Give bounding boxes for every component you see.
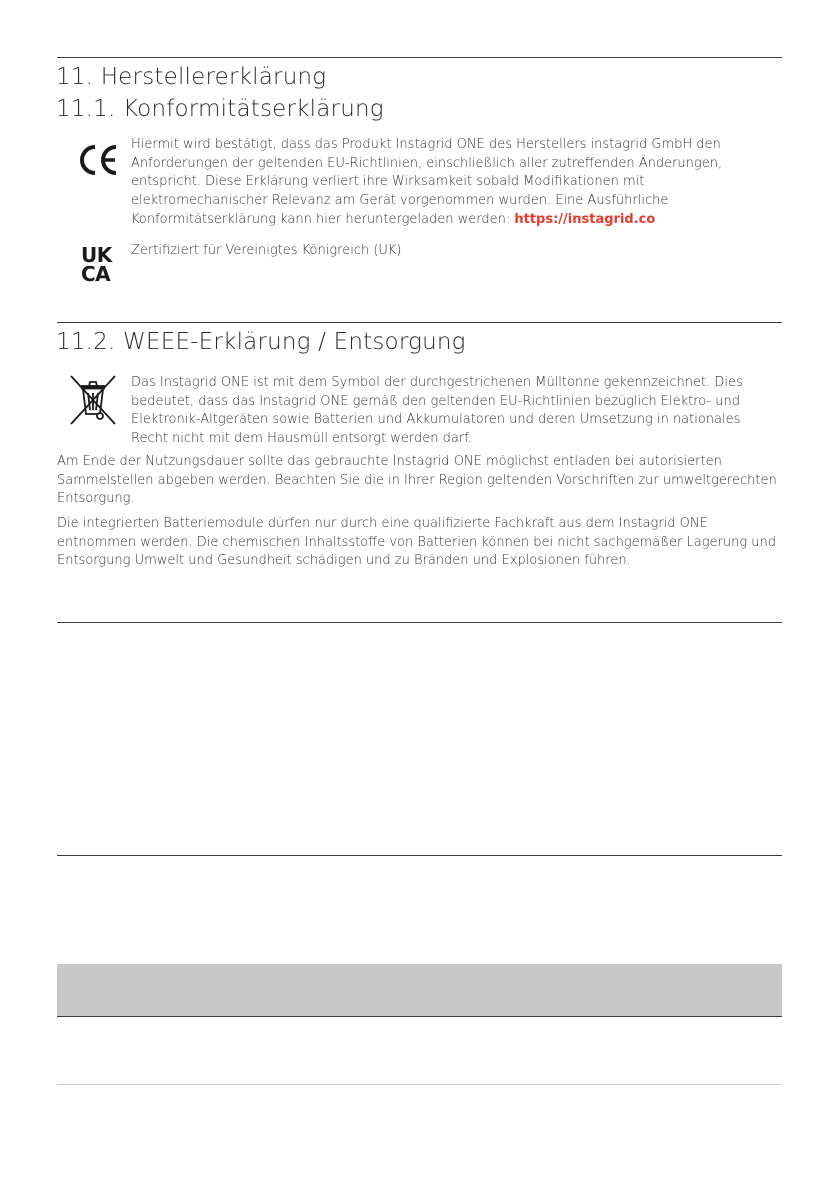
weee-symbol-text: Das Instagrid ONE ist mit dem Symbol der durchgestrichenen Mülltonne gekennzeichnet. Dies bedeutet, dass das Instagrid ONE gemäß den geltenden EU-Richtlinien bezüglich Elektro- und Elektronik-Altgeräten sowie Batterien und Akkumulatoren und deren Umsetzung in nationales Recht nicht mit dem Hausmüll entsorgt werden darf. [131,375,743,447]
ukca-line-1: UK [81,243,112,267]
ukca-line-2: CA [81,262,111,286]
divider-4 [57,855,782,856]
section-title: 11. Herstellererklärung [56,64,327,90]
ukca-text: Zertifiziert für Vereinigtes Königreich (UK) [131,243,402,258]
download-link[interactable]: https://instagrid.co [514,211,656,227]
divider-6 [57,1016,782,1017]
top-divider [57,57,782,58]
gray-band [57,964,782,1016]
ce-declaration-text [131,136,761,230]
section-divider [57,322,782,323]
ukca-mark-icon [81,243,123,288]
divider-7 [57,1084,782,1085]
ce-declaration-body: Hiermit wird bestätigt, dass das Produkt Instagrid ONE des Herstellers instagrid GmbH den Anforderungen der geltenden EU-Richtlinien, einschließlich aller zutreffenden Änderungen, entspricht. Diese Erklärung verliert ihre Wirksamkeit sobald Modifikationen mit elektromechanischer Relevanz am Gerät vorgenommen wurden. Eine Ausführliche Konformitätserklärung kann hier heruntergeladen werden: [131,137,723,227]
crossed-out-bin-icon [69,374,117,426]
section-subtitle: 11.1. Konformitätserklärung [56,96,384,122]
battery-paragraph: Die integrierten Batteriemodule dürfen nur durch eine qualifizierte Fachkraft aus dem Instagrid ONE entnommen werden. Die chemischen Inhaltsstoffe von Batterien können bei nicht sachgemäßer Lagerung und Entsorgung Umwelt und Gesundheit schädigen und zu Bränden und Explosionen führen. [57,516,776,569]
weee-section-title: 11.2. WEEE-Erklärung / Entsorgung [56,329,466,355]
divider-3 [57,622,782,623]
disposal-paragraph: Am Ende der Nutzungsdauer sollte das gebrauchte Instagrid ONE möglichst entladen bei autorisierten Sammelstellen abgeben werden. Beachten Sie die in Ihrer Region geltenden Vorschriften zur umweltgerechten Entsorgung. [57,454,777,507]
ce-mark-icon [76,144,120,176]
